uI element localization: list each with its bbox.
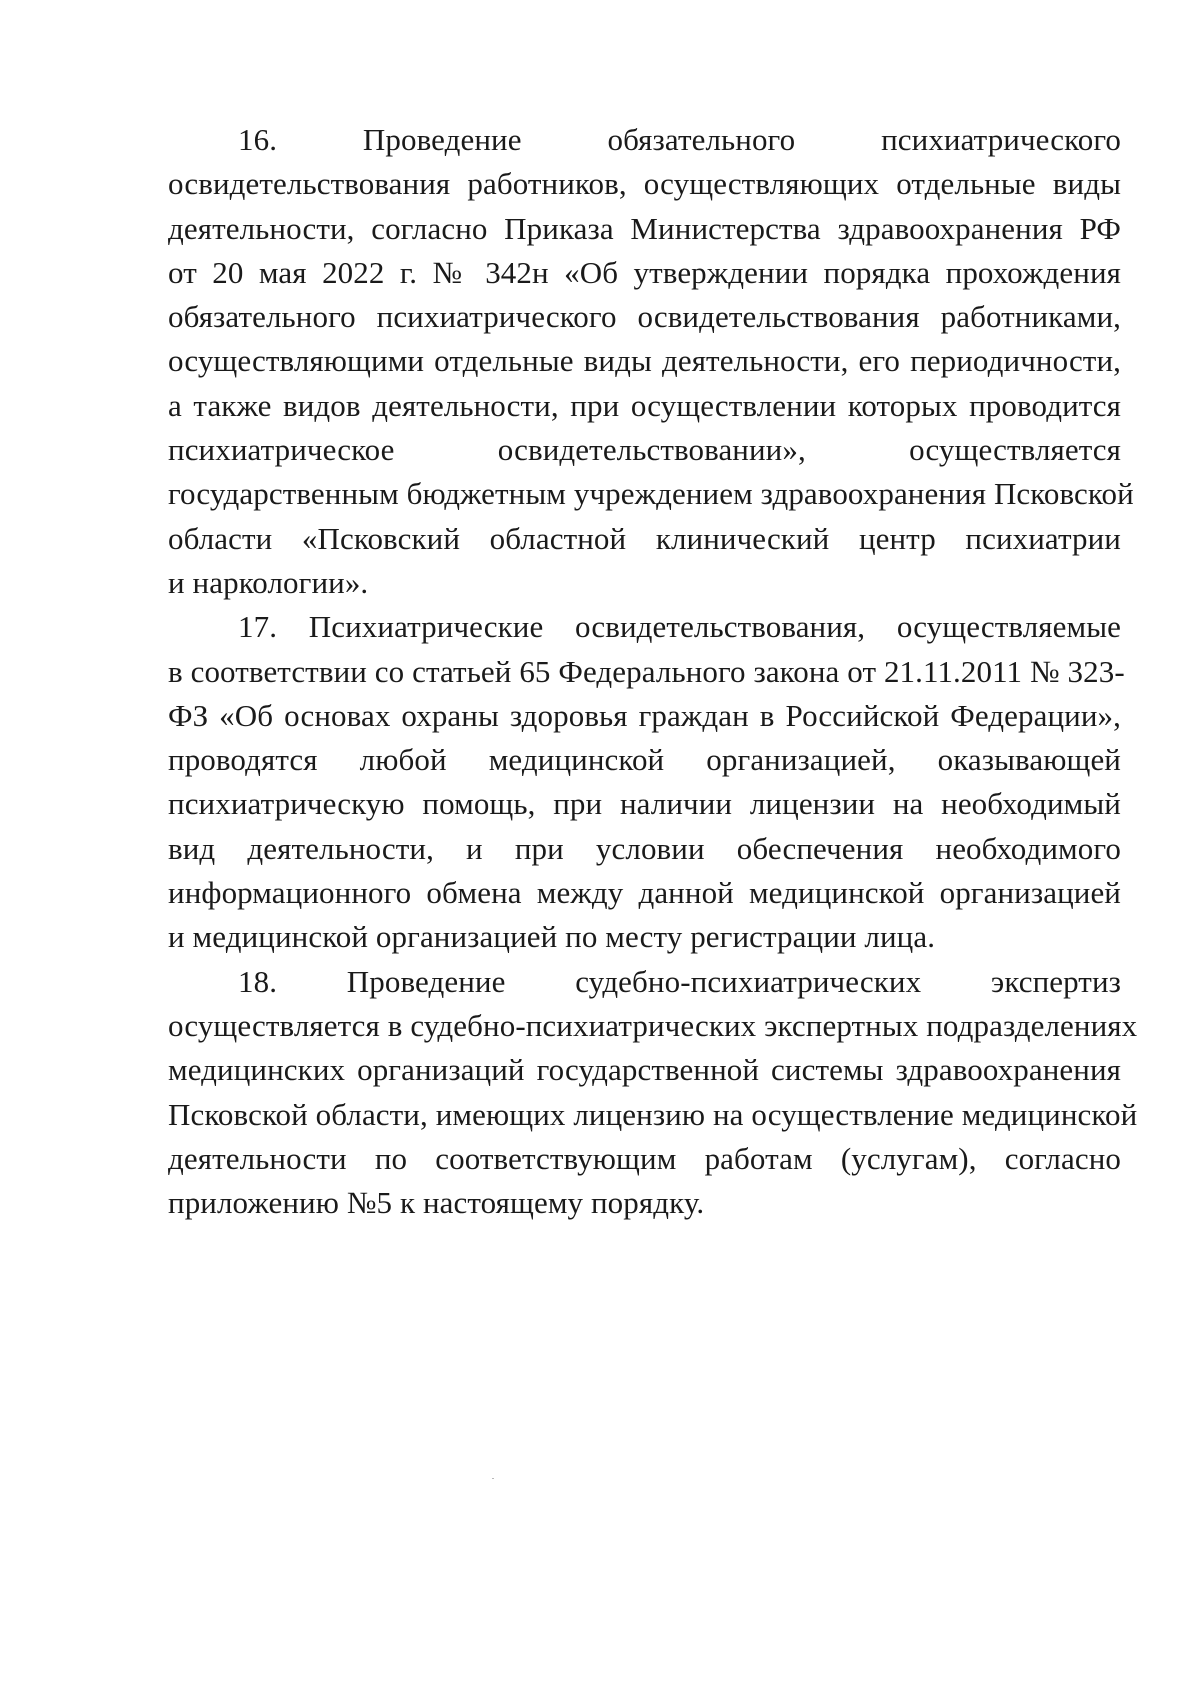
paragraph-line: 17. Психиатрические освидетельствования, осуществляемые [238, 609, 1121, 645]
paragraph-line: области «Псковский областной клинический центр психиатрии [168, 520, 1121, 556]
paragraph-line: деятельности, согласно Приказа Министерства здравоохранения РФ [168, 210, 1121, 246]
paragraph-line: деятельности по соответствующим работам (услугам), согласно [168, 1140, 1121, 1176]
paragraph-line: а также видов деятельности, при осуществлении которых проводится [168, 387, 1121, 423]
paragraph-line: 16. Проведение обязательного психиатрического [238, 122, 1121, 157]
paragraph-line: психиатрическое освидетельствовании», осуществляется [168, 432, 1121, 468]
paragraph-line: медицинских организаций государственной системы здравоохранения [168, 1052, 1121, 1088]
paragraph-line: приложению №5 к настоящему порядку. [168, 1185, 705, 1221]
paragraph-line: осуществляется в судебно-психиатрических экспертных подразделениях [168, 1007, 1138, 1043]
paragraph-line: государственным бюджетным учреждением здравоохранения Псковской [168, 476, 1134, 512]
paragraph-line: проводятся любой медицинской организацией, оказывающей [168, 742, 1121, 778]
paragraph-line: и медицинской организацией по месту регистрации лица. [168, 919, 936, 955]
paragraph-line: ФЗ «Об основах охраны здоровья граждан в Российской Федерации», [168, 697, 1121, 733]
paragraph-line: Псковской области, имеющих лицензию на осуществление медицинской [168, 1096, 1138, 1132]
paragraph-line: обязательного психиатрического освидетельствования работниками, [168, 299, 1121, 335]
paragraph-17 [168, 605, 1125, 959]
paragraph-line: и наркологии». [168, 564, 369, 600]
paragraph-line: 18. Проведение судебно-психиатрических экспертиз [238, 963, 1121, 999]
paragraph-16 [168, 118, 1134, 605]
paragraph-line: осуществляющими отдельные виды деятельности, его периодичности, [168, 343, 1121, 379]
document-body [168, 118, 1138, 1225]
paragraph-line: в соответствии со статьей 65 Федерального закона от 21.11.2011 № 323- [168, 653, 1125, 689]
paragraph-line: психиатрическую помощь, при наличии лицензии на необходимый [168, 786, 1121, 822]
paragraph-line: от 20 мая 2022 г. № 342н «Об утверждении порядка прохождения [168, 254, 1121, 290]
scan-speck [492, 1478, 494, 1479]
paragraph-18 [168, 960, 1138, 1226]
paragraph-line: информационного обмена между данной медицинской организацией [168, 875, 1121, 911]
paragraph-line: вид деятельности, и при условии обеспечения необходимого [168, 830, 1121, 866]
paragraph-line: освидетельствования работников, осуществляющих отдельные виды [168, 166, 1121, 202]
